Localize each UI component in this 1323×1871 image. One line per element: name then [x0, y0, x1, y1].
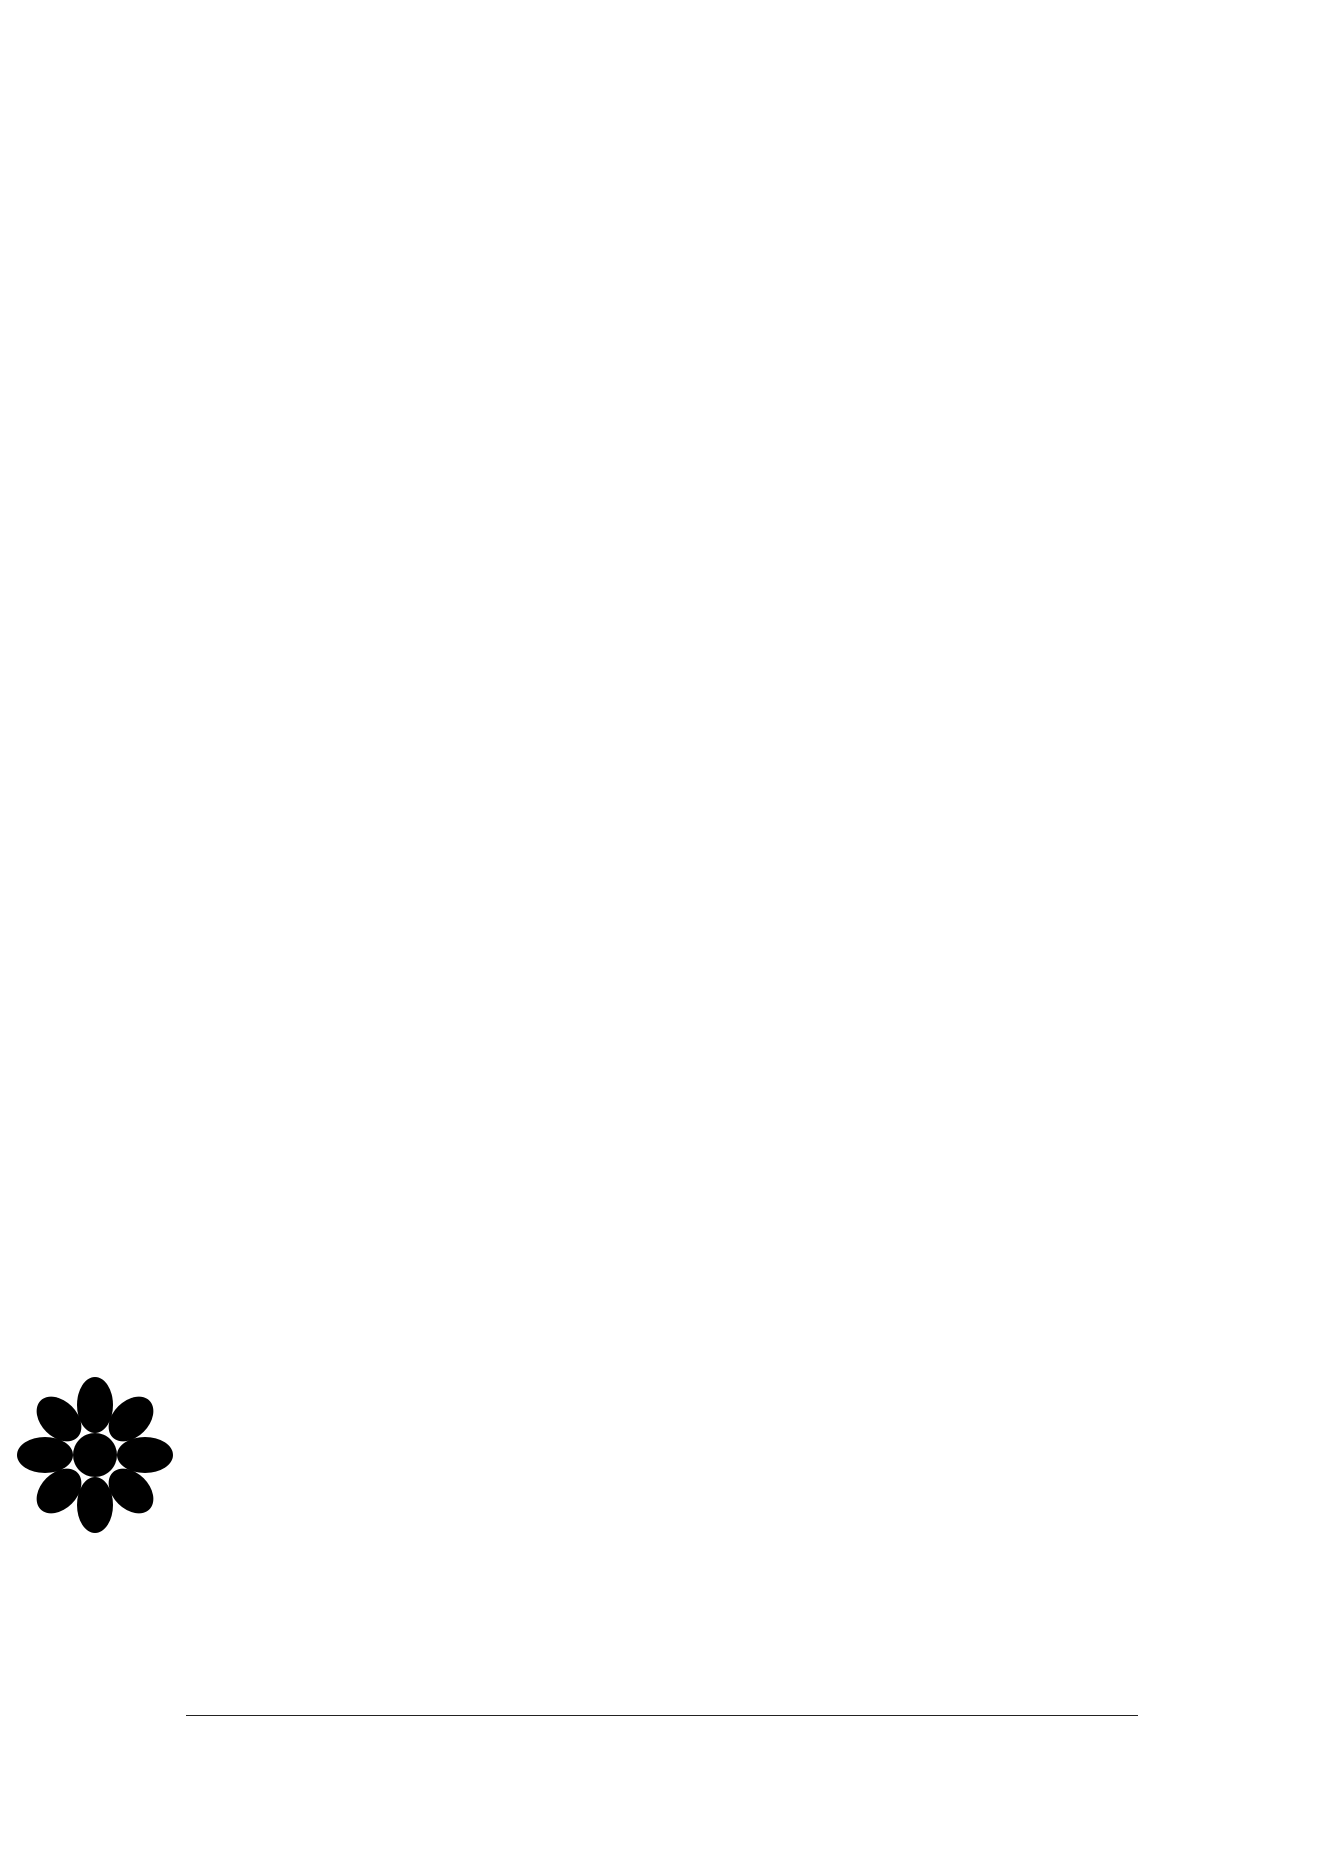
- logo-petal: [117, 1437, 173, 1473]
- logo-petal: [28, 1388, 90, 1450]
- document-body: [189, 196, 1124, 240]
- logo-center: [73, 1433, 117, 1477]
- logo-petal: [77, 1377, 113, 1433]
- logo-petal: [77, 1477, 113, 1533]
- footer-divider: [186, 1715, 1138, 1716]
- logo-petal: [28, 1460, 90, 1522]
- logo-petal: [17, 1437, 73, 1473]
- logo-petal: [100, 1388, 162, 1450]
- homedo-flower-logo: [17, 1377, 173, 1533]
- logo-petal: [100, 1460, 162, 1522]
